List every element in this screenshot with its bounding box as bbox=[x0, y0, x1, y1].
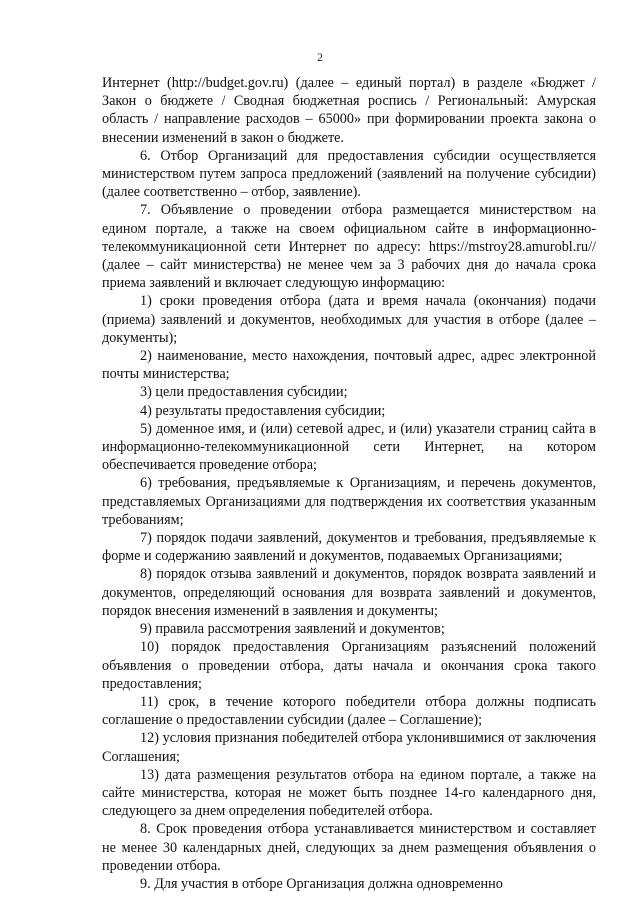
list-item-9-review-rules: 9) правила рассмотрения заявлений и документов; bbox=[140, 621, 445, 638]
list-item-6-requirements: 6) требования, предъявляемые к Организациям, и перечень документов, представляемых Организациями для подтверждения их соответствия указанным требованиям; bbox=[102, 475, 596, 528]
document-body bbox=[102, 74, 596, 893]
list-item-1-deadlines: 1) сроки проведения отбора (дата и время начала (окончания) подачи (приема) заявлений и документов, необходимых для участия в отборе (далее – документы); bbox=[102, 293, 596, 346]
paragraph-9-participation: 9. Для участия в отборе Организация должна одновременно bbox=[140, 875, 503, 892]
list-item-3-subsidy-goals: 3) цели предоставления субсидии; bbox=[140, 384, 348, 401]
list-item-13-results-date: 13) дата размещения результатов отбора на едином портале, а также на сайте министерства, которая не может быть позднее 14-го календарного дня, следующего за днем определения победителей отбора. bbox=[102, 766, 596, 820]
list-item-11-signing-deadline: 11) срок, в течение которого победители отбора должны подписать соглашение о предоставлении субсидии (далее – Соглашение); bbox=[102, 693, 596, 729]
list-item-10-clarifications: 10) порядок предоставления Организациям разъяснений положений объявления о проведении отбора, даты начала и окончания срока такого предоставления; bbox=[102, 639, 596, 692]
list-item-12-evasion-conditions: 12) условия признания победителей отбора уклонившимися от заключения Соглашения; bbox=[102, 730, 596, 765]
list-item-4-subsidy-results: 4) результаты предоставления субсидии; bbox=[140, 402, 386, 419]
list-item-2-ministry-contacts: 2) наименование, место нахождения, почтовый адрес, адрес электронной почты министерства; bbox=[102, 348, 596, 383]
paragraph-8-selection-period: 8. Срок проведения отбора устанавливается министерством и составляет не менее 30 календарных дней, следующих за днем размещения объявления о проведении отбора. bbox=[102, 821, 596, 874]
page-number: 2 bbox=[317, 52, 323, 64]
paragraph-6-selection: 6. Отбор Организаций для предоставления субсидии осуществляется министерством путем запроса предложений (заявлений на получение субсидии) (далее соответственно – отбор, заявление). bbox=[102, 147, 596, 201]
list-item-8-withdrawal-procedure: 8) порядок отзыва заявлений и документов, порядок возврата заявлений и документов, определяющий основания для возврата заявлений и документов, порядок внесения изменений в заявления и документы; bbox=[102, 566, 596, 619]
list-item-7-submission-procedure: 7) порядок подачи заявлений, документов и требования, предъявляемые к форме и содержанию заявлений и документов, подаваемых Организациями; bbox=[102, 530, 596, 565]
paragraph-continuation-budget-portal: Интернет (http://budget.gov.ru) (далее – единый портал) в разделе «Бюджет / Закон о бюджете / Сводная бюджетная роспись / Региональный: Амурская область / направление расходов – 65000» при формировании проекта закона о внесении изменений в закон о бюджете. bbox=[102, 75, 596, 146]
list-item-5-domain-name: 5) доменное имя, и (или) сетевой адрес, и (или) указатели страниц сайта в информационно-телекоммуникационной сети Интернет, на котором обеспечивается проведение отбора; bbox=[102, 420, 596, 474]
paragraph-7-announcement: 7. Объявление о проведении отбора размещается министерством на едином портале, а также на своем официальном сайте в информационно-телекоммуникационной сети Интернет по адресу: https://mstroy28.amurobl.ru// (далее – сайт министерства) не менее чем за 3 рабочих дня до начала срока приема заявлений и включает следующую информацию: bbox=[102, 202, 596, 292]
